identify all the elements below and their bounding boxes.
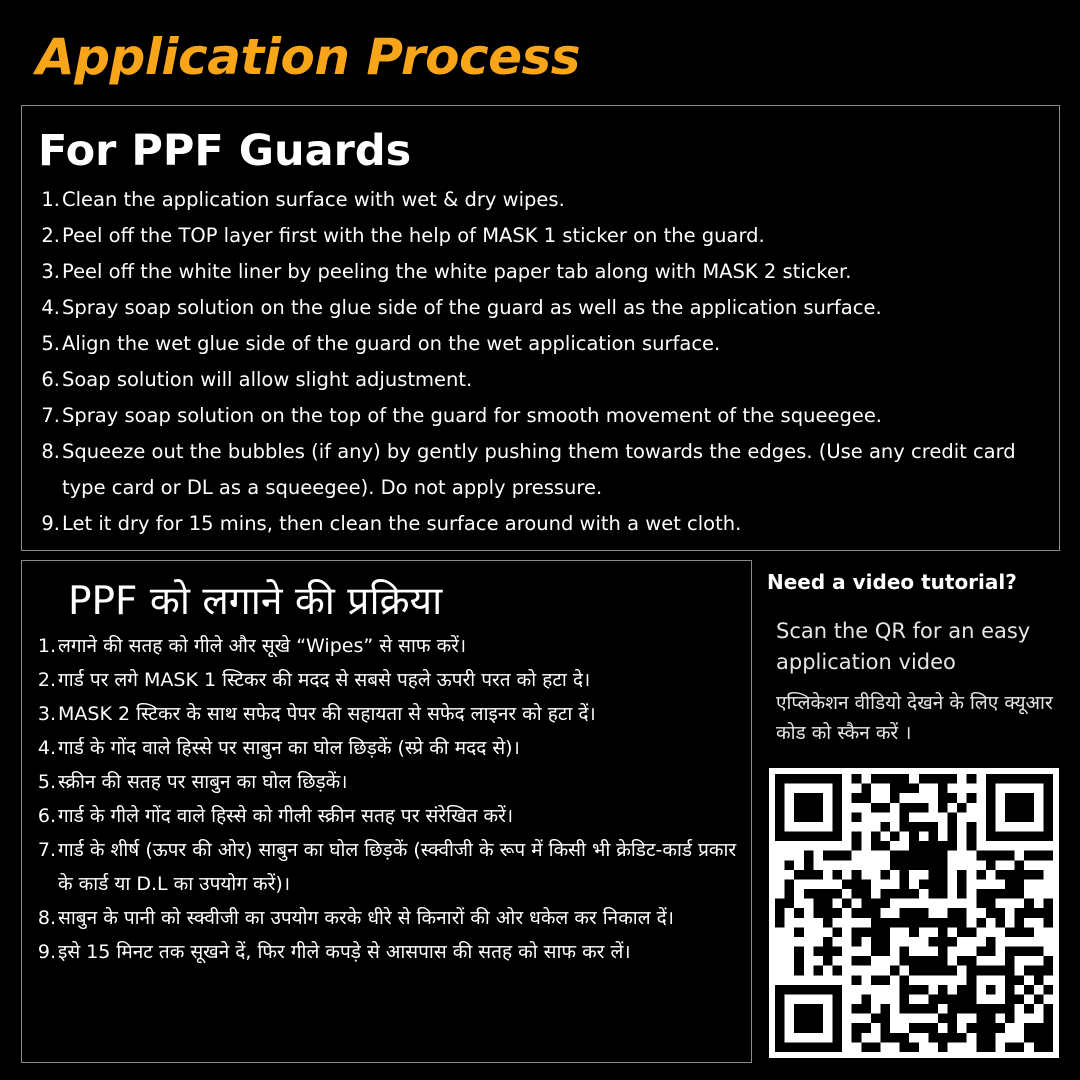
list-item: [34, 935, 746, 969]
qr-instruction-english: Scan the QR for an easy application video: [776, 619, 1031, 674]
list-item: [38, 182, 1048, 218]
step-number: 8.: [37, 907, 56, 929]
step-text: गार्ड के गीले गोंद वाले हिस्से को गीली स्क्रीन सतह पर संरेखित करें।: [58, 805, 514, 827]
list-item: [34, 697, 746, 731]
list-item: [38, 506, 1048, 542]
list-item: [38, 434, 1048, 506]
english-steps-list: [38, 182, 1048, 542]
list-item: [34, 799, 746, 833]
step-number: 3.: [37, 703, 56, 725]
step-number: 4.: [41, 296, 60, 319]
list-item: [38, 290, 1048, 326]
list-item: [34, 629, 746, 663]
step-number: 6.: [41, 368, 60, 391]
step-text: लगाने की सतह को गीले और सूखे “Wipes” से साफ करें।: [58, 635, 467, 657]
video-tutorial-title: Need a video tutorial?: [767, 570, 1017, 594]
step-number: 1.: [41, 188, 60, 211]
english-instructions-panel: [21, 105, 1060, 551]
step-text: Let it dry for 15 mins, then clean the surface around with a wet cloth.: [62, 512, 742, 535]
step-text: गार्ड के शीर्ष (ऊपर की ओर) साबुन का घोल छिड़कें (स्क्वीजी के रूप में किसी भी क्रेडिट-कार्ड प्रकार के कार्ड या D.L का उपयोग करें)।: [58, 839, 737, 895]
step-text: Clean the application surface with wet & dry wipes.: [62, 188, 565, 211]
list-item: [38, 398, 1048, 434]
step-text: Spray soap solution on the top of the guard for smooth movement of the squeegee.: [62, 404, 883, 427]
step-text: Soap solution will allow slight adjustment.: [62, 368, 473, 391]
step-number: 3.: [41, 260, 60, 283]
hindi-steps-list: [34, 629, 746, 969]
step-text: गार्ड पर लगे MASK 1 स्टिकर की मदद से सबसे पहले ऊपरी परत को हटा दे।: [58, 669, 591, 691]
list-item: [34, 663, 746, 697]
list-item: [34, 765, 746, 799]
qr-instruction-hindi: एप्लिकेशन वीडियो देखने के लिए क्यूआर कोड को स्कैन करें ।: [776, 692, 1053, 744]
step-number: 2.: [37, 669, 56, 691]
list-item: [34, 901, 746, 935]
step-number: 4.: [37, 737, 56, 759]
step-text: Squeeze out the bubbles (if any) by gently pushing them towards the edges. (Use any credit card type card or DL as a squeegee). Do not apply pressure.: [62, 440, 1016, 499]
step-text: Peel off the TOP layer first with the help of MASK 1 sticker on the guard.: [62, 224, 765, 247]
list-item: [38, 218, 1048, 254]
page-title: Application Process: [36, 28, 581, 86]
step-text: Peel off the white liner by peeling the white paper tab along with MASK 2 sticker.: [62, 260, 852, 283]
step-text: इसे 15 मिनट तक सूखने दें, फिर गीले कपड़े से आसपास की सतह को साफ कर लें।: [58, 941, 631, 963]
step-number: 7.: [37, 839, 56, 861]
step-text: गार्ड के गोंद वाले हिस्से पर साबुन का घोल छिड़कें (स्प्रे की मदद से)।: [58, 737, 520, 759]
qr-code-icon[interactable]: [769, 768, 1059, 1058]
step-number: 6.: [37, 805, 56, 827]
step-number: 1.: [37, 635, 56, 657]
step-text: Spray soap solution on the glue side of the guard as well as the application surface.: [62, 296, 882, 319]
step-text: Align the wet glue side of the guard on the wet application surface.: [62, 332, 721, 355]
list-item: [34, 731, 746, 765]
hindi-instructions-panel: [21, 560, 752, 1063]
list-item: [38, 362, 1048, 398]
step-number: 8.: [41, 440, 60, 463]
hindi-section-title: PPF को लगाने की प्रक्रिया: [68, 579, 443, 624]
step-number: 9.: [37, 941, 56, 963]
step-number: 5.: [37, 771, 56, 793]
english-section-title: For PPF Guards: [38, 126, 412, 176]
step-number: 5.: [41, 332, 60, 355]
list-item: [34, 833, 746, 901]
step-text: MASK 2 स्टिकर के साथ सफेद पेपर की सहायता से सफेद लाइनर को हटा दें।: [58, 703, 596, 725]
step-number: 9.: [41, 512, 60, 535]
list-item: [38, 326, 1048, 362]
list-item: [38, 254, 1048, 290]
step-text: स्क्रीन की सतह पर साबुन का घोल छिड़कें।: [58, 771, 348, 793]
step-number: 7.: [41, 404, 60, 427]
step-number: 2.: [41, 224, 60, 247]
qr-code-graphic: [775, 774, 1053, 1052]
step-text: साबुन के पानी को स्क्वीजी का उपयोग करके धीरे से किनारों की ओर धकेल कर निकाल दें।: [58, 907, 674, 929]
